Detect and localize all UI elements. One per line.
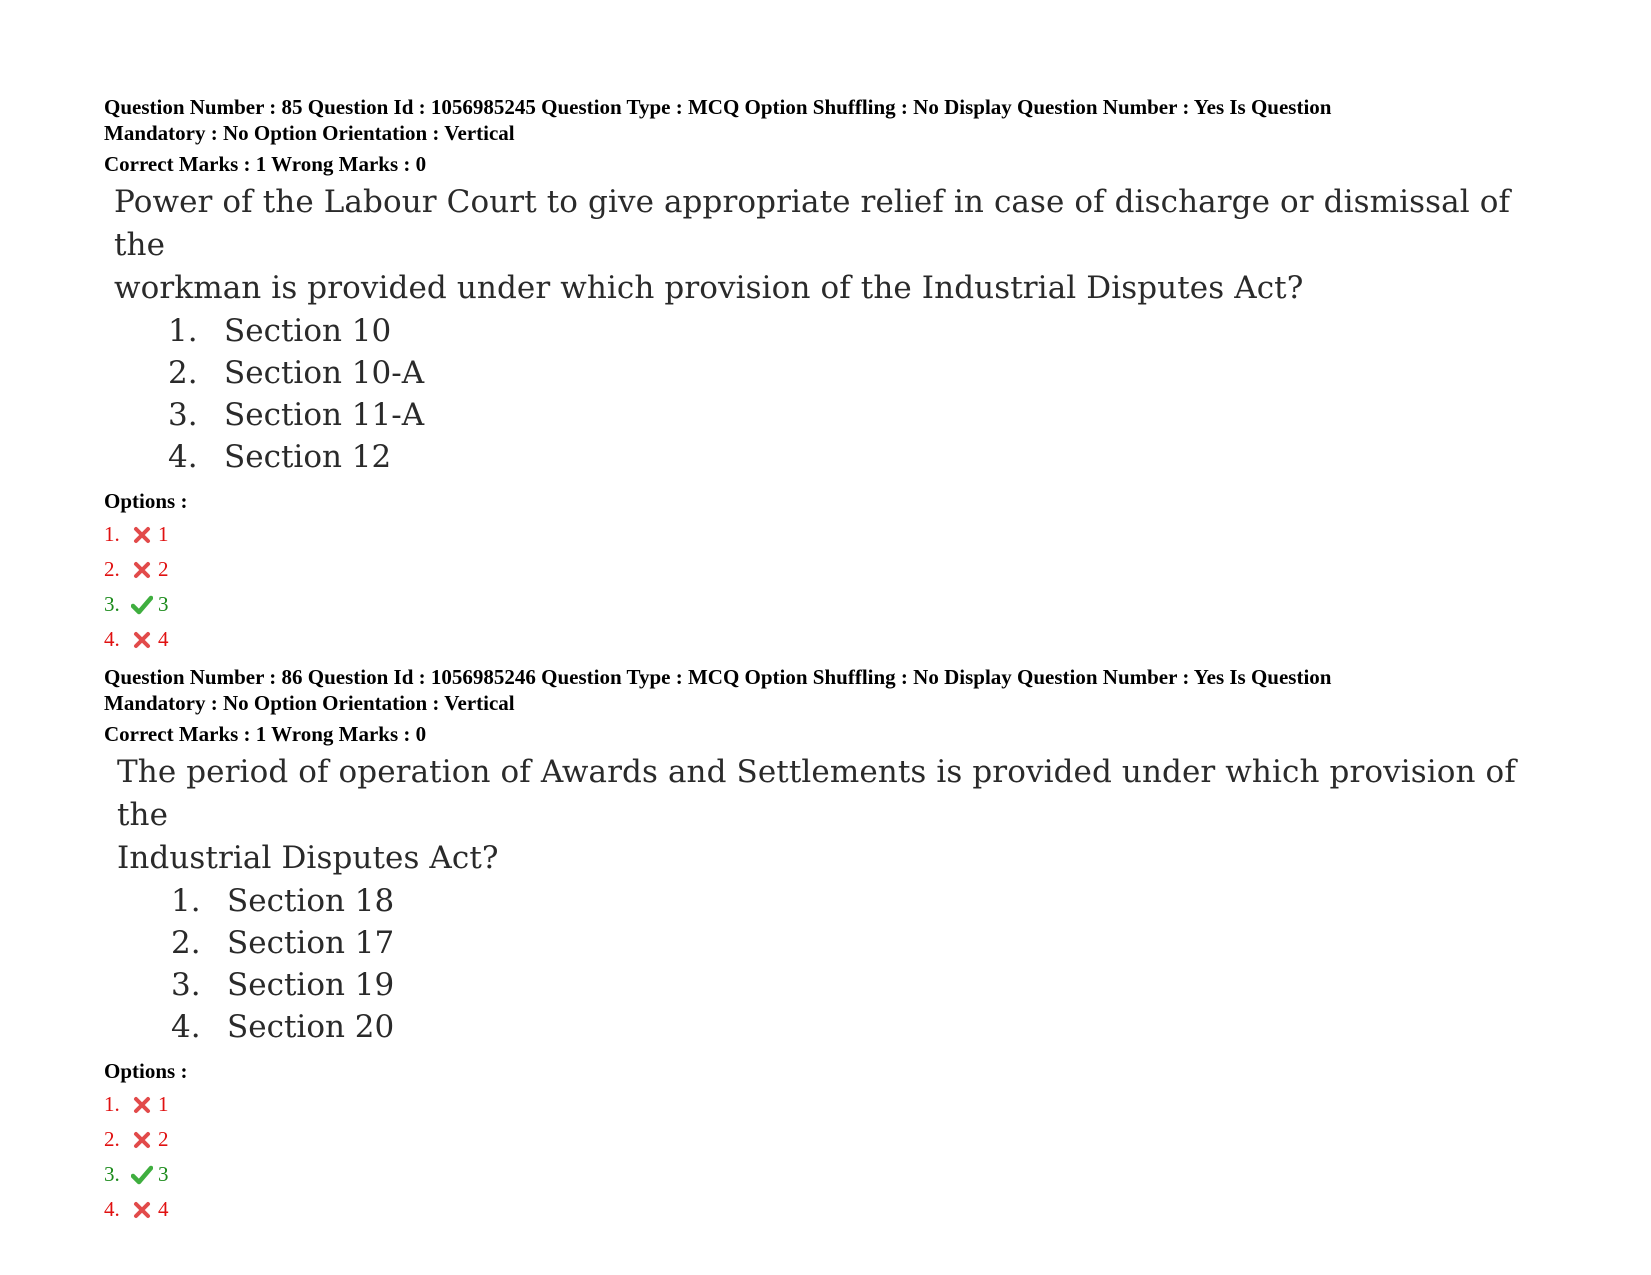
answer-number: 4. [104,627,120,651]
choice-item [114,310,1524,352]
cross-icon [130,1129,154,1151]
choice-text: Section 19 [227,967,395,1003]
choice-item [117,964,1524,1006]
question-block-86 [104,664,1524,1227]
choice-text: Section 17 [227,925,395,961]
choice-item [117,880,1524,922]
choice-number: 2. [168,355,198,391]
choice-number: 4. [171,1009,201,1045]
choice-list [117,880,1524,1048]
cross-icon [130,629,154,651]
question-image [114,181,1524,478]
choice-number: 3. [171,967,201,1003]
choice-number: 1. [168,313,198,349]
cross-icon [130,1094,154,1116]
question-image [117,751,1524,1048]
answer-option [104,1157,1524,1192]
answer-option [104,517,1524,552]
question-text-line1: Power of the Labour Court to give appropriate relief in case of discharge or dismissal of the [114,184,1511,263]
choice-item [114,352,1524,394]
answer-value: 4 [158,627,169,651]
answer-list [104,1087,1524,1227]
choice-item [117,922,1524,964]
check-icon [130,1164,154,1186]
answer-value: 3 [158,1162,169,1186]
answer-number: 1. [104,522,120,546]
answer-value: 2 [158,557,169,581]
question-text-line2: workman is provided under which provision of the Industrial Disputes Act? [114,270,1304,306]
answer-value: 4 [158,1197,169,1221]
question-meta-line1: Question Number : 85 Question Id : 1056985245 Question Type : MCQ Option Shuffling : No Display Question Number : Yes Is Question [104,95,1332,119]
choice-text: Section 10-A [224,355,425,391]
choice-text: Section 20 [227,1009,395,1045]
answer-option [104,622,1524,657]
answer-number: 1. [104,1092,120,1116]
question-meta-line2: Mandatory : No Option Orientation : Vertical [104,691,515,715]
answer-option [104,1192,1524,1227]
choice-number: 2. [171,925,201,961]
answer-number: 3. [104,592,120,616]
question-text-line1: The period of operation of Awards and Settlements is provided under which provision of the [117,754,1516,833]
choice-number: 3. [168,397,198,433]
cross-icon [130,1199,154,1221]
choice-text: Section 12 [224,439,392,475]
cross-icon [130,524,154,546]
choice-list [114,310,1524,478]
answer-number: 2. [104,557,120,581]
choice-text: Section 18 [227,883,395,919]
answer-number: 2. [104,1127,120,1151]
choice-item [114,394,1524,436]
marks-info: Correct Marks : 1 Wrong Marks : 0 [104,152,427,176]
marks-info: Correct Marks : 1 Wrong Marks : 0 [104,722,427,746]
answer-number: 4. [104,1197,120,1221]
answer-value: 1 [158,1092,169,1116]
answer-option [104,1122,1524,1157]
choice-number: 1. [171,883,201,919]
question-text-line2: Industrial Disputes Act? [117,840,499,876]
question-meta-line1: Question Number : 86 Question Id : 1056985246 Question Type : MCQ Option Shuffling : No Display Question Number : Yes Is Question [104,665,1332,689]
answer-value: 1 [158,522,169,546]
choice-item [117,1006,1524,1048]
answer-option [104,587,1524,622]
choice-item [114,436,1524,478]
options-label: Options : [104,489,188,513]
choice-text: Section 11-A [224,397,425,433]
choice-number: 4. [168,439,198,475]
options-label: Options : [104,1059,188,1083]
answer-value: 2 [158,1127,169,1151]
answer-option [104,1087,1524,1122]
answer-value: 3 [158,592,169,616]
answer-option [104,552,1524,587]
check-icon [130,594,154,616]
cross-icon [130,559,154,581]
answer-list [104,517,1524,657]
answer-number: 3. [104,1162,120,1186]
choice-text: Section 10 [224,313,392,349]
question-block-85 [104,94,1524,657]
question-meta-line2: Mandatory : No Option Orientation : Vertical [104,121,515,145]
